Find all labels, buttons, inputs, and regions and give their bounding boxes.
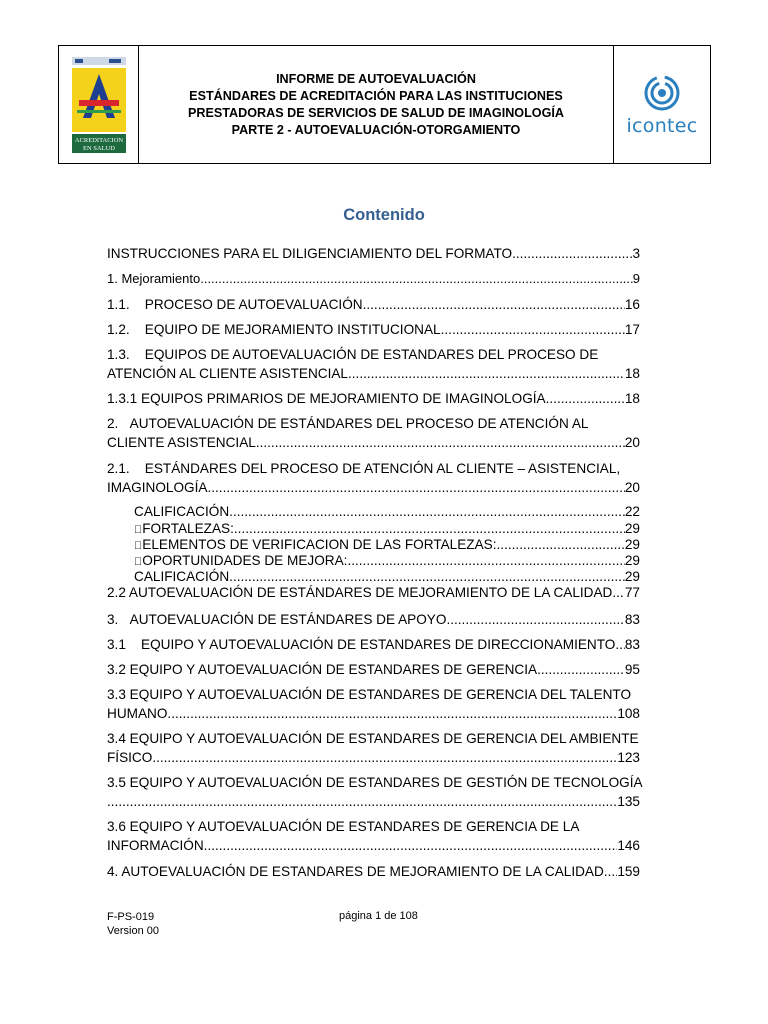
dot-leader <box>107 792 617 811</box>
toc-entry-page: 22 <box>624 504 640 519</box>
toc-entry-text: 4. AUTOEVALUACIÓN DE ESTANDARES DE MEJORAMIENTO DE LA CALIDAD <box>107 864 604 879</box>
toc-entry-text: 3.6 EQUIPO Y AUTOEVALUACIÓN DE ESTANDARES DE GERENCIA DE LA <box>107 819 580 834</box>
toc-entry-text: OPORTUNIDADES DE MEJORA: <box>139 553 346 568</box>
toc-entry-page: 159 <box>617 864 640 879</box>
footer-page-number: página 1 de 108 <box>339 910 418 922</box>
toc-entry-page: 18 <box>624 391 640 406</box>
toc-entry-text: 3.1 EQUIPO Y AUTOEVALUACIÓN DE ESTANDARES DE DIRECCIONAMIENTO <box>107 637 616 652</box>
toc-entry-3-2[interactable] <box>107 660 640 679</box>
header-title-line-1: INFORME DE AUTOEVALUACIÓN <box>276 71 476 86</box>
toc-entry-text: 1.2. EQUIPO DE MEJORAMIENTO INSTITUCIONAL <box>107 322 441 337</box>
toc-title: Contenido <box>343 206 425 224</box>
bullet-icon <box>134 554 142 570</box>
dot-leader <box>537 660 625 679</box>
dot-leader <box>612 585 625 601</box>
header-title-line-2: ESTÁNDARES DE ACREDITACIÓN PARA LAS INSTITUCIONES <box>189 88 563 103</box>
footer-code: F-PS-019 <box>107 911 155 923</box>
toc-entry-page: 29 <box>624 537 640 552</box>
toc-entry-text: CALIFICACIÓN <box>134 569 230 584</box>
toc-entry-1-3-1[interactable] <box>107 389 640 408</box>
toc-entry-text: 3.4 EQUIPO Y AUTOEVALUACIÓN DE ESTANDARES DE GERENCIA DEL AMBIENTE <box>107 731 639 746</box>
dot-leader <box>200 269 633 288</box>
toc-entry-text: 3. AUTOEVALUACIÓN DE ESTÁNDARES DE APOYO <box>107 612 447 627</box>
toc-entry-page: 16 <box>624 297 640 312</box>
header-title-line-4: PARTE 2 - AUTOEVALUACIÓN-OTORGAMIENTO <box>231 122 521 137</box>
toc-entry-text: 1.3. EQUIPOS DE AUTOEVALUACIÓN DE ESTANDARES DEL PROCESO DE <box>107 347 599 362</box>
dot-leader <box>229 569 625 585</box>
toc-entry-page: 20 <box>624 480 640 495</box>
toc-entry-page: 83 <box>624 637 640 652</box>
acreditacion-logo-cell <box>59 46 139 163</box>
dot-leader <box>207 478 624 497</box>
toc-entry-text: 1.3.1 EQUIPOS PRIMARIOS DE MEJORAMIENTO DE IMAGINOLOGÍA <box>107 391 546 406</box>
toc-entry-text-cont: HUMANO <box>107 706 168 721</box>
toc-entry-instrucciones[interactable] <box>107 244 640 263</box>
icontec-logo-text: icontec <box>626 114 698 137</box>
toc-entry-elementos-verificacion[interactable] <box>107 537 640 554</box>
document-header <box>58 45 711 164</box>
dot-leader <box>604 862 618 881</box>
toc-entry-text: INSTRUCCIONES PARA EL DILIGENCIAMIENTO DEL FORMATO <box>107 246 513 261</box>
toc-entry-page: 123 <box>617 750 640 765</box>
dot-leader <box>167 704 617 723</box>
toc-entry-2-1[interactable] <box>107 459 640 497</box>
logo-text-en-salud: EN SALUD <box>82 144 115 152</box>
toc-entry-page: 9 <box>632 271 640 286</box>
acreditacion-en-salud-logo <box>69 54 129 156</box>
toc-entry-3-3[interactable] <box>107 685 640 723</box>
toc-entry-text: 3.2 EQUIPO Y AUTOEVALUACIÓN DE ESTANDARES DE GERENCIA <box>107 662 538 677</box>
toc-entry-calificacion-1[interactable] <box>107 504 640 520</box>
toc-entry-page: 17 <box>624 322 640 337</box>
dot-leader <box>348 364 625 383</box>
toc-entry-1-2[interactable] <box>107 320 640 339</box>
dot-leader <box>229 504 625 520</box>
icontec-logo-cell <box>613 46 710 163</box>
dot-leader <box>234 521 625 537</box>
header-title <box>139 46 613 163</box>
toc-entry-oportunidades[interactable] <box>107 553 640 570</box>
dot-leader <box>363 295 625 314</box>
dot-leader <box>204 836 618 855</box>
toc-entry-text: 1.1. PROCESO DE AUTOEVALUACIÓN <box>107 297 363 312</box>
toc-entry-page: 95 <box>624 662 640 677</box>
dot-leader <box>497 537 625 553</box>
dot-leader <box>347 553 624 569</box>
toc-entry-text: 2.2 AUTOEVALUACIÓN DE ESTÁNDARES DE MEJORAMIENTO DE LA CALIDAD <box>107 585 613 600</box>
toc-entry-page: 108 <box>617 706 640 721</box>
toc-entry-text: ELEMENTOS DE VERIFICACION DE LAS FORTALEZAS: <box>136 537 492 552</box>
toc-entry-3-6[interactable] <box>107 817 640 855</box>
toc-entry-2[interactable] <box>107 414 640 452</box>
logo-text-acreditacion: ACREDITACION <box>74 136 123 144</box>
footer-document-info <box>107 910 159 938</box>
toc-entry-1-3[interactable] <box>107 345 640 383</box>
toc-entry-calificacion-2[interactable] <box>107 569 640 585</box>
toc-entry-mejoramiento[interactable] <box>107 269 640 288</box>
toc-entry-page: 146 <box>617 838 640 853</box>
toc-entry-text: CALIFICACIÓN <box>134 504 230 519</box>
dot-leader <box>546 389 625 408</box>
toc-entry-3[interactable] <box>107 610 640 629</box>
dot-leader <box>446 610 624 629</box>
toc-entry-page: 83 <box>624 612 640 627</box>
toc-entry-page: 18 <box>624 366 640 381</box>
dot-leader <box>512 244 632 263</box>
toc-entry-text-cont: ATENCIÓN AL CLIENTE ASISTENCIAL <box>107 366 348 381</box>
bullet-icon <box>134 538 142 554</box>
toc-entry-page: 77 <box>624 585 640 600</box>
dot-leader <box>441 320 625 339</box>
toc-entry-3-1[interactable] <box>107 635 640 654</box>
toc-entry-page: 135 <box>617 794 640 809</box>
footer-version: Version 00 <box>107 925 159 937</box>
icontec-logo-icon <box>642 73 682 113</box>
toc-entry-page: 29 <box>624 569 640 584</box>
toc-entry-page: 29 <box>624 521 640 536</box>
toc-entry-page: 3 <box>632 246 640 261</box>
header-title-line-3: PRESTADORAS DE SERVICIOS DE SALUD DE IMAGINOLOGÍA <box>188 105 564 120</box>
toc-entry-fortalezas[interactable] <box>107 521 640 538</box>
toc-entry-4[interactable] <box>107 862 640 881</box>
dot-leader <box>615 635 624 654</box>
toc-entry-2-2[interactable] <box>107 585 640 601</box>
toc-entry-text: 2.1. ESTÁNDARES DEL PROCESO DE ATENCIÓN AL CLIENTE – ASISTENCIAL, <box>107 461 621 476</box>
toc-entry-text-cont: INFORMACIÓN <box>107 838 204 853</box>
toc-entry-text: 2. AUTOEVALUACIÓN DE ESTÁNDARES DEL PROCESO DE ATENCIÓN AL <box>107 416 589 431</box>
toc-entry-text-cont: FÍSICO <box>107 750 153 765</box>
toc-entry-3-4[interactable] <box>107 729 640 767</box>
toc-entry-text: 1. Mejoramiento <box>107 271 201 286</box>
toc-entry-text: FORTALEZAS: <box>142 521 234 536</box>
dot-leader <box>256 433 625 452</box>
toc-entry-1-1[interactable] <box>107 295 640 314</box>
toc-entry-text: 3.3 EQUIPO Y AUTOEVALUACIÓN DE ESTANDARES DE GERENCIA DEL TALENTO <box>107 687 632 702</box>
toc-entry-text-cont: CLIENTE ASISTENCIAL <box>107 435 256 450</box>
toc-entry-page: 29 <box>624 553 640 568</box>
toc-entry-page: 20 <box>624 435 640 450</box>
dot-leader <box>152 748 617 767</box>
toc-entry-3-5[interactable] <box>107 773 643 811</box>
toc-entry-text: 3.5 EQUIPO Y AUTOEVALUACIÓN DE ESTANDARES DE GESTIÓN DE TECNOLOGÍA <box>107 775 643 790</box>
toc-entry-text-cont: IMAGINOLOGÍA <box>107 480 208 495</box>
bullet-icon <box>134 522 142 538</box>
